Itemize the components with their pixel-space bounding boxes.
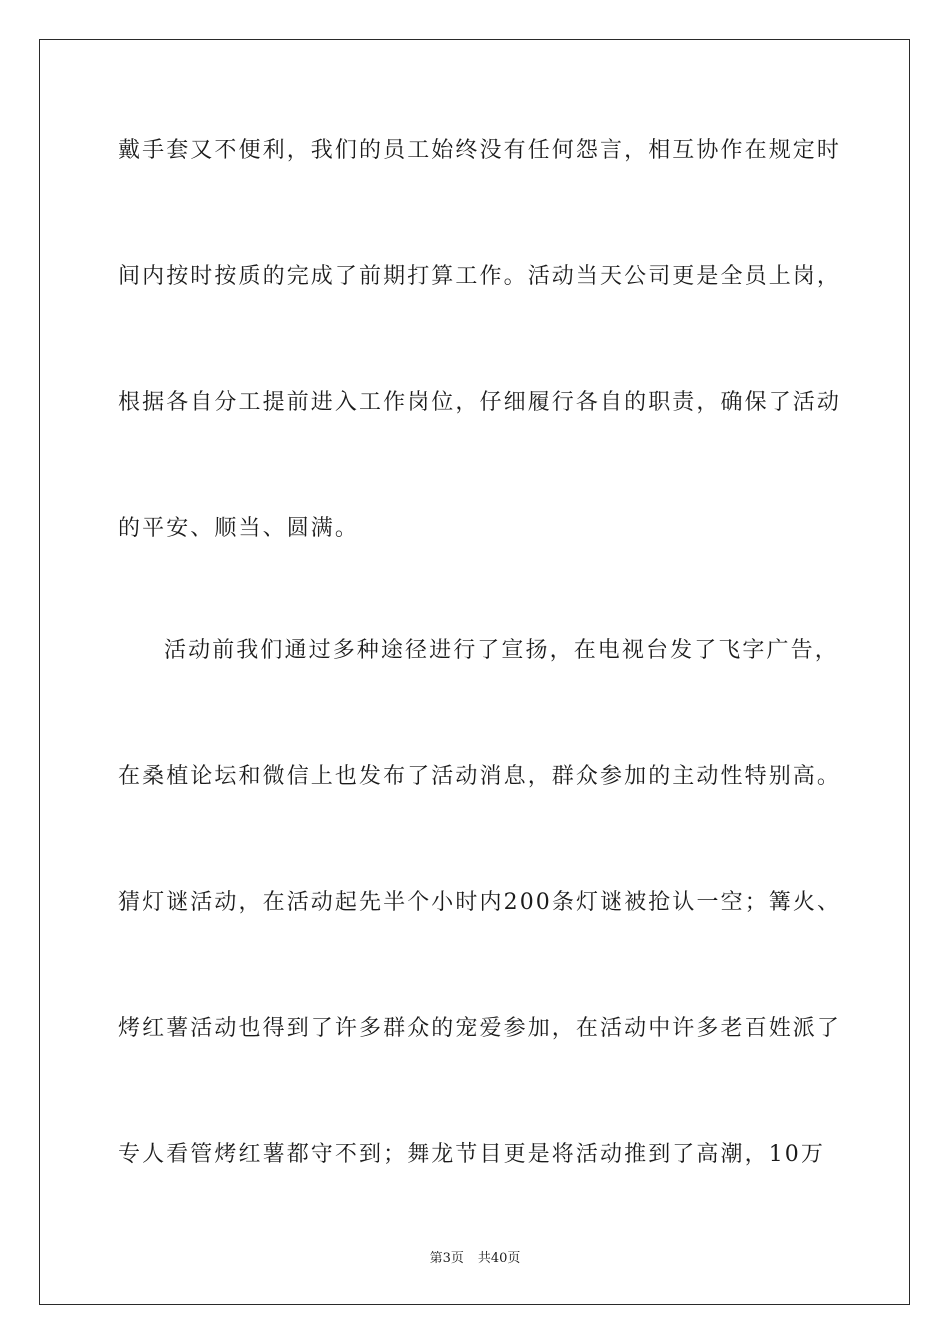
text-line: 猜灯谜活动，在活动起先半个小时内200条灯谜被抢认一空；篝火、 [118, 890, 842, 915]
text-line: 专人看管烤红薯都守不到；舞龙节目更是将活动推到了高潮，10万 [118, 1142, 825, 1167]
text-line: 的平安、顺当、圆满。 [118, 516, 360, 541]
page-footer [0, 1247, 950, 1266]
page-number: 第3页 [429, 1251, 464, 1266]
page-border [39, 39, 910, 1305]
page-total: 共40页 [477, 1251, 521, 1266]
text-line: 间内按时按质的完成了前期打算工作。活动当天公司更是全员上岗， [118, 264, 842, 289]
text-line: 烤红薯活动也得到了许多群众的宠爱参加，在活动中许多老百姓派了 [118, 1016, 842, 1041]
text-line: 戴手套又不便利，我们的员工始终没有任何怨言，相互协作在规定时 [118, 138, 842, 163]
text-line: 在桑植论坛和微信上也发布了活动消息，群众参加的主动性特别高。 [118, 764, 842, 789]
text-line: 根据各自分工提前进入工作岗位，仔细履行各自的职责，确保了活动 [118, 390, 842, 415]
text-line: 活动前我们通过多种途径进行了宣扬，在电视台发了飞字广告， [164, 638, 839, 663]
